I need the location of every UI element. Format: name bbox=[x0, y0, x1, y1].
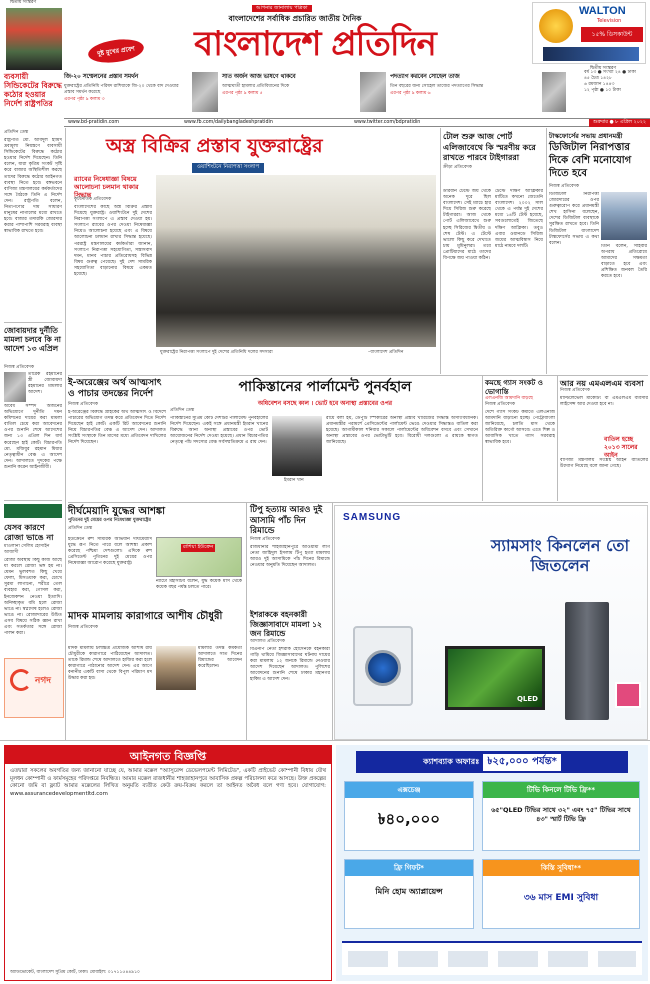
ribbon-text: দুষ্ট মুখের প্রবেশ bbox=[96, 44, 136, 58]
ticker-body-2: আত্মঘাতী হামলার প্রতিবিধানের দিকে bbox=[222, 84, 290, 89]
walton-sub: Television bbox=[597, 18, 622, 24]
nagad-logo-icon bbox=[10, 669, 32, 691]
date-line-1: বর্ষ ১৩ ● সংখ্যা ২৪ ● ঢাকা bbox=[584, 70, 636, 75]
gas-sub: এলএনজি আমদানি বাড়ছে bbox=[485, 396, 534, 401]
nagad-brand: নগদ bbox=[35, 676, 51, 686]
date-line-3: ৬ রমজান ১৪৪৩ bbox=[584, 82, 615, 87]
notice-title-text: আইনগত বিজ্ঞপ্তি bbox=[129, 750, 207, 763]
ishrak-body: বিএনপি নেতা ইশরাক হোসেনকে বহনকারী গাড়ি থামিয়ে জিজ্ঞাসাবাদের ঘটনায় দায়ের করা মামলায় ১২ জনকে রিমান্ডে নেওয়ার আদেশ দিয়েছেন আদালত। পুলিশের আবেদনের শুনানি শেষে ঢাকার মহানগর হাকিম এ আদেশ দেন। bbox=[250, 646, 330, 682]
tigers-reporter: ক্রীড়া প্রতিবেদক bbox=[443, 164, 472, 170]
ticker-title-3: পদত্যাগ করবেন সোহেল তাজ bbox=[390, 74, 460, 80]
president-reporter: প্রতিদিন ডেস্ক bbox=[4, 130, 29, 135]
ticker-photo-3 bbox=[542, 72, 566, 112]
gift-label: ফ্রি গিফট* bbox=[345, 860, 473, 876]
tipu-body: রাজধানীর শাহজাহানপুরে আওয়ামী লীগ নেতা জাহিদুল ইসলাম টিপু হত্যা মামলায় আরও দুই আসামিকে পাঁচ দিনের রিমান্ডে নেওয়ার অনুমতি দিয়েছেন আদালত। bbox=[250, 544, 330, 568]
lead-credit: –বাংলাদেশ প্রতিদিন bbox=[368, 350, 404, 355]
war-reporter: প্রতিদিন ডেস্ক bbox=[68, 526, 93, 531]
lead-reporter: কূটনৈতিক প্রতিবেদক bbox=[74, 197, 112, 202]
gift-icon bbox=[615, 682, 641, 708]
ticker-title-1: জি-২০ সম্মেলনের প্রস্তাব সমর্থন bbox=[64, 74, 139, 80]
ticker-photo-1 bbox=[192, 72, 218, 112]
drug-reporter: নিজস্ব প্রতিবেদক bbox=[68, 625, 99, 630]
roja-reporter: মাওলানা সেলিম হোসাইন আজাদী bbox=[4, 544, 50, 555]
tagline-top-text: আপনার জানালায় পত্রিকা bbox=[256, 5, 308, 11]
lead-kicker-text: ওয়াশিংটনে নিরাপত্তা সংলাপ bbox=[197, 164, 260, 170]
ticker-more-2[interactable]: এরপর পৃষ্ঠা ৯ কলাম ৫ bbox=[222, 91, 263, 96]
digital-headline[interactable]: ডিজিটাল নিরাপত্তার দিকে বেশি মনোযোগ দিতে হবে bbox=[549, 142, 632, 179]
war-body-2: ন্যাটো মহাসচিব বলেন, যুদ্ধ কয়েক মাস থেকে কয়েক বছর পর্যন্ত চলতে পারে। bbox=[156, 579, 242, 591]
tagline-top bbox=[252, 5, 312, 12]
date-info bbox=[584, 70, 646, 94]
pakistan-body: পাকিস্তানের সুপ্রিম কোর্ট দেশটির পার্লামেন্ট পুনর্বহালের নির্দেশ দিয়েছেন। একই সঙ্গে প্রধানমন্ত্রী ইমরান খানের বিরুদ্ধে আনা অনাস্থা প্রস্তাবের ওপর ভোট আয়োজনের নির্দেশ দেওয়া হয়েছে। প্রধান বিচারপতির নেতৃত্বে পাঁচ সদস্যের বেঞ্চ সর্বসম্মতিক্রমে এ রায় দেন। bbox=[170, 416, 268, 446]
walton-badge bbox=[539, 9, 573, 43]
digital-security-story[interactable] bbox=[451, 128, 647, 374]
imran-khan-photo bbox=[272, 416, 322, 476]
emi-value: ৩৬ মাস EMI সুবিধা bbox=[523, 893, 599, 903]
date-line-4: ১২ পৃষ্ঠা ● ১০ টাকা bbox=[584, 88, 621, 93]
pakistan-story[interactable] bbox=[170, 378, 480, 500]
tv-free-text: ৬৫"QLED টিভির সাথে ৩২" এবং ৭৫" টিভির সাথে ৪৩" স্মার্ট টিভি ফ্রি bbox=[491, 806, 631, 823]
gas-headline[interactable]: কমছে গ্যাস সংকট ও ভোগান্তি bbox=[485, 378, 543, 396]
cashback-banner[interactable] bbox=[356, 751, 628, 773]
notice-contact: অ্যাডভোকেট, বাংলাদেশ সুপ্রিম কোর্ট, ঢাকা। মোবাইল: ০১৭১১৫৪৪৯১০ bbox=[10, 970, 140, 975]
president-body: রাষ্ট্রপতি মো. আবদুল হামিদ দ্রব্যমূল্য নিয়ন্ত্রণে ব্যবসায়ী সিন্ডিকেটের বিরুদ্ধে কঠোর হওয়ার নির্দেশ দিয়েছেন। তিনি বলেন, যারা কৃত্রিম সংকট সৃষ্টি করে বাজার অস্থিতিশীল করছে তাদের বিরুদ্ধে কঠোর আইনগত ব্যবস্থা নিতে হবে। বঙ্গভবনে বাণিজ্য মন্ত্রণালয়ের কর্মকর্তাদের সঙ্গে বৈঠকে তিনি এ নির্দেশ দেন। রাষ্ট্রপতি বলেন, নিত্যপণ্যের দাম সাধারণ মানুষের নাগালের মধ্যে রাখতে হবে। বাজার তদারকি জোরদার করার পাশাপাশি সরবরাহ ব্যবস্থা স্বাভাবিক রাখতে হবে। bbox=[4, 138, 62, 235]
tipu-story[interactable] bbox=[250, 505, 330, 605]
exchange-label: এক্সচেঞ্জ bbox=[345, 782, 473, 798]
edition-label-left: দ্বিতীয় সংস্করণ bbox=[10, 0, 37, 5]
ticker-item-3[interactable] bbox=[390, 72, 540, 116]
ticker-title-2: সাত অর্জন আজ ভাষণে থাকবে bbox=[222, 74, 296, 80]
url-twitter[interactable]: www.twitter.com/bdpratidin bbox=[354, 120, 421, 125]
war-map-label: রাশিয়া ইউক্রেন bbox=[183, 544, 214, 550]
pakistan-body-2: রায়ে বলা হয়, ডেপুটি স্পিকারের অনাস্থা প্রস্তাব খারিজের সিদ্ধান্ত অসাংবিধানিক। প্রধানমন্ত্রীর পরামর্শে প্রেসিডেন্টের পার্লামেন্ট ভেঙে দেওয়ার সিদ্ধান্তও বাতিল করা হয়েছে। আগামীকাল শনিবার সকালে পার্লামেন্টের অধিবেশন বসবে এবং সেখানে অনাস্থা প্রস্তাবের ওপর ভোটাভুটি হবে। বিরোধী দলগুলো এ রায়কে স্বাগত জানিয়েছে। bbox=[326, 416, 478, 446]
tv-icon bbox=[445, 646, 545, 710]
digital-body-2: তিনি বলেন, সাইবার অপরাধ প্রতিরোধে আমাদের সক্ষমতা বাড়াতে হবে এবং প্রশিক্ষিত জনবল তৈরি করতে হবে। bbox=[601, 244, 647, 280]
eorange-body: ই-অরেঞ্জের বিরুদ্ধে গ্রাহকের অর্থ আত্মসাৎ ও বিদেশে পাচারের অভিযোগ তদন্ত করে প্রতিবেদন দিতে নির্দেশ দিয়েছেন হাই কোর্ট। একটি রিট আবেদনের শুনানি নিয়ে বিচারপতির বেঞ্চ এ আদেশ দেন। আদালত সংশ্লিষ্ট সংস্থাকে তিন মাসের মধ্যে প্রতিবেদন দাখিলের নির্দেশ দিয়েছেন। bbox=[68, 410, 166, 446]
gift-box[interactable] bbox=[344, 859, 474, 929]
url-bar bbox=[64, 118, 650, 127]
jobaida-headline[interactable]: জোবায়দার দুর্নীতি মামলা চলবে কি না আদেশ ১৩ এপ্রিল bbox=[4, 326, 61, 353]
masthead bbox=[0, 0, 650, 72]
tigers-body: ডারবান টেস্টে জয় থেকে অনেক দূরে ছিল বাংলাদেশ। সেই ম্যাচে হার দিয়ে সিরিজ শুরু করেছে টাইগাররা। আজ থেকে পোর্ট এলিজাবেথে শুরু হচ্ছে সিরিজের দ্বিতীয় ও শেষ টেস্ট। এ টেস্টে ভালো কিছু করে দেখাতে চায় মুমিনুলরা। তবে প্রোটিয়াদের মাঠে তাদের বিপক্ষে জয় পাওয়া কঠিন। bbox=[443, 189, 491, 262]
jobaida-photo bbox=[4, 372, 26, 402]
ishrak-headline[interactable]: ইশরাককে বহনকারী জিজ্ঞাসাবাদে মামলা ১২ জন রিমান্ডে bbox=[250, 610, 322, 638]
walton-offer: ১৫% ডিসকাউন্ট bbox=[581, 27, 643, 42]
date-full: শুক্রবার ● ৮ এপ্রিল ২০২২ bbox=[589, 119, 650, 127]
drug-body-2: মামলার তদন্ত কর্মকর্তা আদালতে সাত দিনের রিমান্ডের আবেদন করেছিলেন। bbox=[198, 646, 242, 670]
drug-body: মাদক মামলায় চলচ্চিত্র প্রযোজক আশীষ রায় চৌধুরীকে কারাগারে পাঠিয়েছেন আদালত। তাকে রিমান্ড শেষে আদালতে হাজির করা হলে কারাগারে পাঠানোর আদেশ দেন। এর আগে বনানীর একটি বাসা থেকে বিপুল পরিমাণ মদ উদ্ধার করা হয়। bbox=[68, 646, 152, 682]
edition-label-right: দ্বিতীয় সংস্করণ bbox=[590, 66, 617, 71]
mlm-headline[interactable]: আর নয় এমএলএম ব্যবসা bbox=[560, 378, 644, 388]
pakistan-reporter: প্রতিদিন ডেস্ক bbox=[170, 408, 195, 413]
emi-box[interactable] bbox=[482, 859, 640, 929]
ticker-more-3[interactable]: এরপর পৃষ্ঠা ৯ কলাম ৬ bbox=[390, 91, 431, 96]
pakistan-sub: অধিবেশন বসছে কাল । ভোট হবে অনাস্থা প্রস্তাবের ওপর bbox=[257, 400, 393, 407]
eorange-reporter: নিজস্ব প্রতিবেদক bbox=[68, 402, 99, 407]
jobaida-body: তারেক রহমানের স্ত্রী জোবায়দা রহমানের মামলার আদেশ। bbox=[28, 372, 62, 396]
mlm-story[interactable] bbox=[560, 378, 648, 500]
partner-logos-strip bbox=[342, 941, 642, 975]
ishrak-reporter: আদালত প্রতিবেদক bbox=[250, 638, 285, 644]
gas-body: দেশে গ্যাস সংকট কমাতে এলএনজি আমদানি বাড়ানো হচ্ছে। পেট্রোবাংলা জানিয়েছে, চলতি মাস থেকে অতিরিক্ত কার্গো আসবে। এতে শিল্প ও আবাসিক খাতে গ্যাস সরবরাহ স্বাভাবিক হবে। bbox=[485, 410, 555, 446]
pakistan-headline[interactable]: পাকিস্তানের পার্লামেন্ট পুনর্বহাল bbox=[238, 379, 412, 395]
tagline: বাংলাদেশের সর্বাধিক প্রচারিত জাতীয় দৈনিক bbox=[228, 14, 362, 23]
mlm-badge: বাতিল হচ্ছে ২০১৩ সালের আইন bbox=[604, 436, 638, 459]
exchange-value: ৳৪০,০০০ bbox=[378, 810, 440, 828]
tv-qled-label: QLED bbox=[516, 695, 538, 703]
walton-brand: WALTON bbox=[579, 5, 626, 17]
imran-caption: ইমরান খান bbox=[284, 478, 304, 483]
cashback-value: ৳২৫,০০০ পর্যন্ত* bbox=[483, 754, 560, 771]
emi-label: কিস্তি সুবিধা** bbox=[483, 860, 639, 876]
ticker-item-2[interactable] bbox=[222, 72, 358, 116]
war-body: ইউক্রেনে রুশ সামরিক অভিযান দীর্ঘমেয়াদি যুদ্ধে রূপ নিতে পারে বলে আশঙ্কা প্রকাশ করেছে পশ্চিমা দেশগুলো। এদিকে রুশ প্রেসিডেন্ট পুতিনের দুই মেয়ের ওপর নিষেধাজ্ঞা আরোপ করেছে যুক্তরাষ্ট্র। bbox=[68, 537, 152, 567]
washer-icon bbox=[353, 626, 413, 706]
eorange-story[interactable] bbox=[68, 378, 168, 500]
ishrak-story[interactable] bbox=[250, 610, 330, 740]
masthead-title: বাংলাদেশ প্রতিদিন bbox=[194, 24, 436, 64]
notice-body: এতদ্বারা সকলের অবগতির জন্য জানানো যাচ্ছে যে, আমার মক্কেল "অ্যাসুরেন্স ডেভেলপমেন্ট লিমিটেড", একটি প্রাইভেট কোম্পানী বিধায় যৌথ মূলধন কোম্পানী ও ফার্মসমূহের পরিদপ্তরে নিবন্ধিত। আমার মক্কেল রাজধানীর শাহজাহানপুরে আবাসিক প্রকল্প পরিচালনা করে আসছে। উক্ত প্রকল্পের কোনো জমি বা ফ্ল্যাট আমার মক্কেলের লিখিত অনুমতি ব্যতীত কেউ ক্রয়-বিক্রয় করলে তা আইনত অবৈধ বলে গণ্য হবে। যোগাযোগ: www.assurancedevelopmentltd.com bbox=[10, 768, 326, 797]
mlm-reporter: নিজস্ব প্রতিবেদক bbox=[560, 388, 591, 393]
walton-ad[interactable] bbox=[532, 2, 646, 64]
ticker-photo-2 bbox=[360, 72, 386, 112]
notice-title bbox=[5, 746, 331, 764]
legal-notice bbox=[4, 745, 332, 981]
eorange-headline[interactable]: ই-অরেঞ্জের অর্থ আত্মসাৎ ও পাচার তদন্তের নির্দেশ bbox=[68, 378, 162, 399]
lead-caption: যুক্তরাষ্ট্রের নিরাপত্তা সংলাপে দুই দেশের প্রতিনিধি দলের সদস্যরা bbox=[160, 350, 273, 355]
samsung-slogan: স্যামসাং কিনলেন তো জিতলেন bbox=[490, 536, 630, 575]
president-portrait bbox=[6, 8, 62, 70]
gas-story[interactable] bbox=[485, 378, 555, 500]
ticker-more-1[interactable]: এরপর পৃষ্ঠা ৯ কলাম ৩ bbox=[64, 97, 105, 102]
war-headline[interactable]: দীর্ঘমেয়াদি যুদ্ধের আশঙ্কা bbox=[68, 506, 166, 517]
digital-reporter: নিজস্ব প্রতিবেদক bbox=[549, 184, 580, 189]
lead-story[interactable] bbox=[68, 131, 438, 371]
walton-tv-icon bbox=[543, 47, 639, 61]
lead-subheadline: র‍্যাবের নিষেধাজ্ঞা বিষয়ে আলোচনা চলমান থাকার সিদ্ধান্ত bbox=[74, 175, 139, 199]
war-story[interactable] bbox=[68, 505, 244, 605]
ticker-row bbox=[64, 72, 584, 118]
samsung-offer-panel[interactable] bbox=[336, 745, 648, 981]
nagad-ad[interactable] bbox=[4, 658, 64, 718]
jobaida-reporter: নিজস্ব প্রতিবেদক bbox=[4, 365, 35, 370]
tigers-headline[interactable]: টোল শুরু আজ পোর্ট এলিজাবেথে কি স্মরণীয় করে রাখতে পারবে টাইগাররা bbox=[443, 131, 536, 162]
ticker-body-3: তিন বছরের জন্য সোহেল তাজের পদত্যাগের সিদ্ধান্ত bbox=[390, 84, 484, 89]
mlm-body-2: বাণিজ্য মন্ত্রণালয় সংশ্লিষ্ট আইন বাতিলের উদ্যোগ নিয়েছে বলে জানা গেছে। bbox=[560, 458, 648, 470]
tv-free-box[interactable] bbox=[482, 781, 640, 851]
ticker-body-1: যুক্তরাষ্ট্রের প্রতিনিধি পরিষদ রাশিয়াকে জি-২০ থেকে বাদ দেওয়ার প্রস্তাব সমর্থন করেছে bbox=[64, 84, 179, 95]
samsung-ad[interactable] bbox=[334, 505, 648, 740]
url-facebook[interactable]: www.fb.com/dailybangladeshpratidin bbox=[184, 120, 273, 125]
tipu-reporter: নিজস্ব প্রতিবেদক bbox=[250, 536, 281, 542]
ticker-item-1[interactable] bbox=[64, 72, 189, 116]
date-line-2: ৪৫ চৈত্র ১৪২৮ bbox=[584, 76, 612, 81]
tv-free-label: টিভি কিনলে টিভি ফ্রি** bbox=[483, 782, 639, 798]
drug-story[interactable] bbox=[68, 610, 244, 740]
mlm-body: মাল্টিলেভেল মার্কেটিং বা এমএলএম ব্যবসার লাইসেন্স আর দেওয়া হবে না। bbox=[560, 396, 648, 408]
fridge-icon bbox=[565, 602, 609, 720]
url-web[interactable]: www.bd-pratidin.com bbox=[68, 120, 120, 125]
digital-kicker: টাস্কফোর্সের সভায় প্রধানমন্ত্রী bbox=[549, 132, 623, 140]
ashish-photo bbox=[156, 646, 196, 690]
president-headline[interactable]: ব্যবসায়ী সিন্ডিকেটের বিরুদ্ধে কঠোর হওয়ার নির্দেশ রাষ্ট্রপতির bbox=[4, 72, 62, 108]
roja-body: রোজা অবস্থায় কিছু কাজ আছে যা করলে রোজা ভঙ্গ হয় না। যেমন ভুলবশত কিছু খেয়ে ফেলা, মিসওয়াক করা, চোখে সুরমা লাগানো, শরীরে তেল ব্যবহার করা, গোসল করা, ইনজেকশন নেওয়া ইত্যাদি। অনিচ্ছাকৃত বমি হলে রোজা ভাঙে না। স্বপ্নদোষ হলেও রোজা ভাঙে না। রোজাদারের উচিত এসব বিষয়ে সঠিক জ্ঞান রাখা এবং সতর্কতার সঙ্গে রোজা পালন করা। bbox=[4, 558, 62, 637]
ramadan-banner bbox=[4, 504, 62, 518]
exchange-box[interactable] bbox=[344, 781, 474, 851]
pm-photo bbox=[601, 192, 647, 240]
jobaida-body-2: অবৈধ সম্পদ অর্জনের অভিযোগে দুর্নীতি দমন কমিশনের দায়ের করা মামলা বাতিল চেয়ে করা আবেদনের ওপর শুনানি শেষে আদেশের জন্য ১৩ এপ্রিল দিন ধার্য করেছেন হাই কোর্ট। বিচারপতি মো. মজিবুর রহমান মিয়ার নেতৃত্বাধীন বেঞ্চ এ আদেশ দেন। আদালতে দুদকের পক্ষে শুনানি করেন আইনজীবী। bbox=[4, 404, 62, 470]
tipu-headline[interactable]: টিপু হত্যায় আরও দুই আসামি পাঁচ দিন রিমান্ডে bbox=[250, 505, 323, 536]
war-sub: পুতিনের দুই মেয়ের ওপর নিষেধাজ্ঞা যুক্তরাষ্ট্রের bbox=[68, 518, 151, 523]
roja-headline[interactable]: যেসব কারণে রোজা ভাঙে না bbox=[4, 522, 54, 542]
lead-body: বাংলাদেশের কাছে অস্ত্র বিক্রির প্রস্তাব দিয়েছে যুক্তরাষ্ট্র। ওয়াশিংটনে দুই দেশের নিরাপত্তা সংলাপে এ প্রস্তাব দেওয়া হয়। সংলাপে র‍্যাবের ওপর দেওয়া নিষেধাজ্ঞা নিয়েও আলোচনা হয়েছে এবং এ বিষয়ে আলোচনা চলমান রাখার সিদ্ধান্ত হয়েছে। পররাষ্ট্র মন্ত্রণালয়ের কর্মকর্তারা জানান, সংলাপে নিরাপত্তা সহযোগিতা, সন্ত্রাসবাদ দমন, মানব পাচার প্রতিরোধসহ বিভিন্ন বিষয় গুরুত্ব পেয়েছে। দুই দেশ সামরিক সহযোগিতা বাড়ানোর বিষয়ে একমত হয়েছে। bbox=[74, 205, 152, 278]
gift-text: মিনি হোম অ্যাপ্লায়েন্স bbox=[375, 887, 443, 896]
lead-headline[interactable]: অস্ত্র বিক্রির প্রস্তাব যুক্তরাষ্ট্রের bbox=[106, 135, 323, 157]
ribbon-badge bbox=[87, 36, 146, 66]
samsung-brand: SAMSUNG bbox=[343, 512, 402, 523]
cashback-label: ক্যাশব্যাক অফারঃ bbox=[423, 756, 480, 766]
drug-headline[interactable]: মাদক মামলায় কারাগারে আশীষ চৌধুরী bbox=[68, 611, 223, 622]
tigers-body-2: টেস্টে দক্ষিণ আফ্রিকার মাটিতে কখনো জেতেনি বাংলাদেশ। ২০০২ সাল থেকে এ পর্যন্ত দুই দেশের মধ্যে ১৪টি টেস্ট হয়েছে, সবগুলোতেই জিতেছে দক্ষিণ আফ্রিকা। তবুও এবার ওয়ানডে সিরিজ জয়ের আত্মবিশ্বাস নিয়ে মাঠে নামবে দলটি। bbox=[495, 189, 543, 249]
war-map bbox=[156, 537, 242, 577]
lead-photo[interactable] bbox=[156, 175, 436, 347]
gas-reporter: নিজস্ব প্রতিবেদক bbox=[485, 402, 516, 407]
lead-kicker bbox=[192, 163, 264, 173]
digital-body: ডিজিটাল নিরাপত্তা জোরদারের ওপর গুরুত্বারোপ করে প্রধানমন্ত্রী শেখ হাসিনা বলেছেন, দেশের ডিজিটাল ব্যবস্থাকে সুরক্ষিত রাখতে হবে। তিনি ডিজিটাল বাংলাদেশ টাস্কফোর্সের সভায় এ কথা বলেন। bbox=[549, 192, 599, 246]
